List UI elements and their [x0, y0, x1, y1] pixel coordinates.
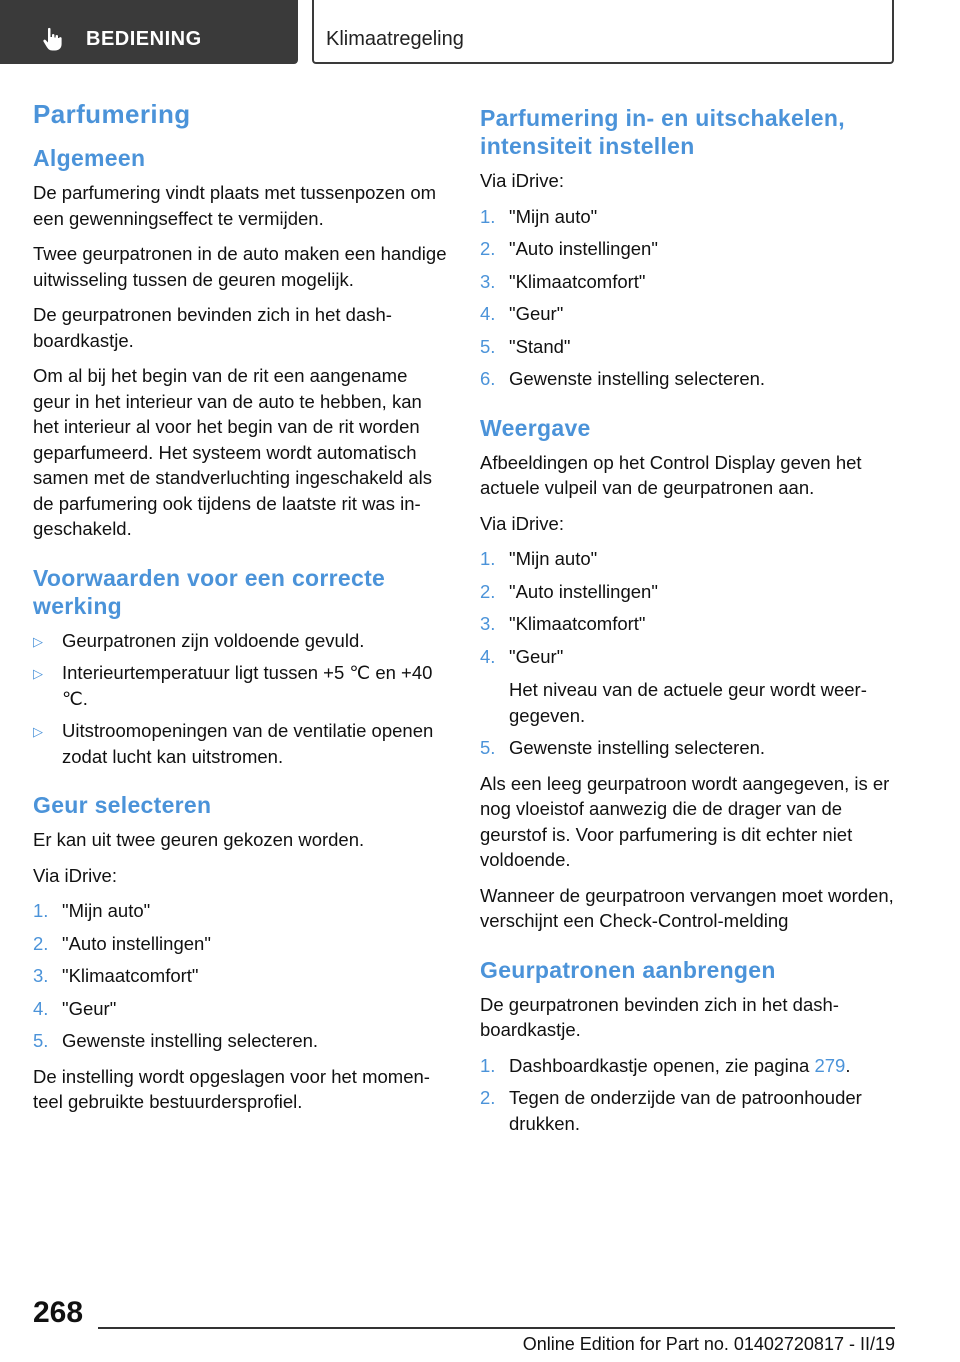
page-header [0, 0, 960, 66]
left-column [33, 98, 447, 1125]
list-item: 1. "Mijn auto" [480, 548, 598, 569]
paragraph: Via iDrive: [480, 170, 564, 191]
list-item: ▷ Geurpatronen zijn voldoende gevuld. [33, 628, 447, 654]
page-link[interactable]: 279 [814, 1054, 846, 1076]
list-item: 2. Tegen de onderzijde van de patroonhouder drukken. [480, 1087, 862, 1134]
paragraph: Via iDrive: [480, 512, 564, 534]
list-item: 2. "Auto instellingen" [33, 932, 211, 954]
list-item: 3. "Klimaatcomfort" [480, 270, 646, 292]
paragraph: De geurpatronen bevinden zich in het dashboardkastje. [33, 304, 392, 351]
heading-geur-selecteren: Geur selecteren [33, 792, 212, 818]
list-item: 1. Dashboardkastje openen, zie pagina 279. [480, 1054, 851, 1076]
triangle-bullet-icon: ▷ [33, 666, 43, 681]
heading-voorwaarden: Voorwaarden voor een correcte werking [33, 564, 386, 619]
steps-list [480, 546, 894, 761]
paragraph: De instelling wordt opgeslagen voor het momenteel gebruikte bestuurdersprofiel. [33, 1065, 430, 1112]
steps-list [480, 204, 894, 392]
footer-edition: Online Edition for Part no. 01402720817 - II/19 [522, 1334, 895, 1354]
paragraph: De parfumering vindt plaats met tussenpozen om een gewenningseffect te vermijden. [33, 182, 437, 229]
paragraph: Twee geurpatronen in de auto maken een handige uitwisseling tussen de geuren mogelijk. [33, 243, 447, 290]
list-item: 1. "Mijn auto" [480, 205, 598, 227]
list-item: ▷ Uitstroomopeningen van de ventilatie openen zodat lucht kan uitstromen. [33, 720, 434, 767]
heading-algemeen: Algemeen [33, 145, 146, 171]
paragraph: Als een leeg geurpatroon wordt aangegeven, is er nog vloeistof aanwezig die de drager van de geurstof is. Voor parfumering is dit echter niet voldoende. [480, 772, 890, 870]
heading-aanbrengen: Geurpatronen aanbrengen [480, 956, 776, 983]
page-title: Parfumering [33, 99, 191, 129]
list-item: 1. "Mijn auto" [33, 900, 151, 921]
paragraph: Via iDrive: [33, 864, 117, 886]
right-column [480, 98, 894, 1146]
list-item: 2. "Auto instellingen" [480, 580, 658, 602]
heading-in-uitschakelen: Parfumering in- en uitschakelen, intensiteit instellen [480, 105, 845, 159]
steps-list [33, 898, 447, 1054]
list-item: 4. "Geur" [33, 997, 117, 1019]
list-item: 5. Gewenste instelling selecteren. [33, 1030, 319, 1051]
list-item: ▷ Interieurtemperatuur ligt tussen +5 ℃ en +40 ℃. [33, 662, 433, 709]
footer-divider [98, 1327, 895, 1329]
paragraph: Wanneer de geurpatroon vervangen moet worden, verschijnt een Check-Control-melding [480, 884, 894, 931]
step-note: Het niveau van de actuele geur wordt weergegeven. [509, 679, 867, 726]
paragraph: Afbeeldingen op het Control Display geven het actuele vulpeil van de geurpatronen aan. [480, 451, 862, 498]
paragraph: Om al bij het begin van de rit een aangename geur in het interieur van de auto te hebben, kan het interieur al voor het begin van de rit worden geparfumeerd. Het systeem wordt automatisch samen met de standverluchting ingeschakeld als de parfumering ook tijdens de laatste rit was ingeschakeld. [33, 365, 433, 539]
steps-list [480, 1053, 894, 1137]
conditions-list [33, 628, 447, 770]
list-item: 5. "Stand" [480, 335, 571, 357]
section-label: BEDIENING [86, 28, 202, 50]
list-item: 6. Gewenste instelling selecteren. [480, 368, 766, 389]
list-item: 2. "Auto instellingen" [480, 238, 658, 259]
list-item: 3. "Klimaatcomfort" [33, 965, 199, 986]
list-item: 4. "Geur" [480, 303, 564, 324]
page-number: 268 [33, 1296, 84, 1329]
list-item: 5. Gewenste instelling selecteren. [480, 737, 766, 758]
paragraph: De geurpatronen bevinden zich in het dashboardkastje. [480, 993, 839, 1040]
section-tab [0, 0, 298, 64]
heading-weergave: Weergave [480, 414, 591, 441]
list-item: 4. "Geur" Het niveau van de actuele geur wordt weergegeven. [480, 644, 894, 729]
triangle-bullet-icon: ▷ [33, 633, 43, 649]
list-item: 3. "Klimaatcomfort" [480, 613, 646, 634]
paragraph: Er kan uit twee geuren gekozen worden. [33, 829, 365, 850]
chapter-label: Klimaatregeling [326, 28, 464, 50]
triangle-bullet-icon: ▷ [33, 724, 43, 739]
chapter-box [312, 0, 894, 64]
hand-pointer-icon [40, 26, 66, 52]
